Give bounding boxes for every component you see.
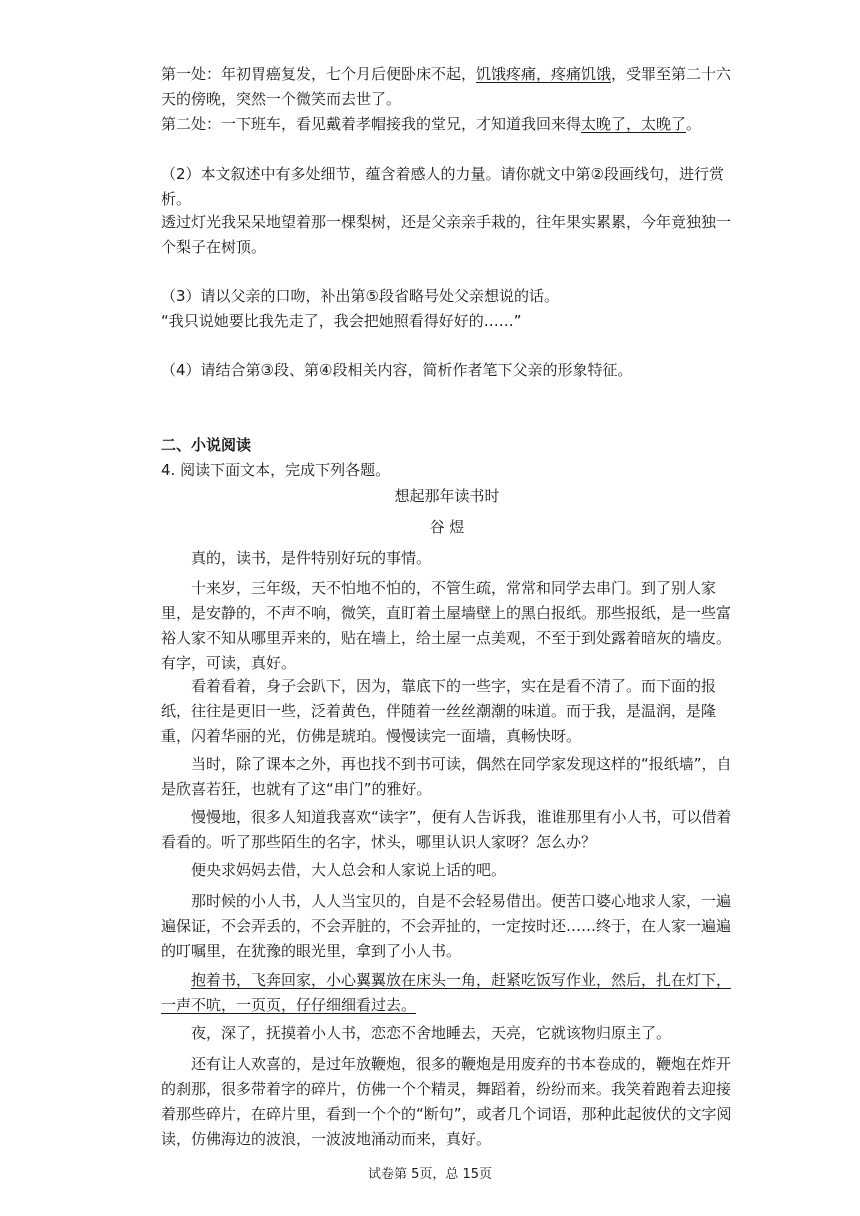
q4-question: （4）请结合第③段、第④段相关内容，简析作者笔下父亲的形象特征。 (161, 361, 633, 379)
q3-question: （3）请以父亲的口吻，补出第⑤段省略号处父亲想说的话。 (161, 287, 559, 305)
question-instruction: 4. 阅读下面文本，完成下列各题。 (161, 461, 391, 479)
q3-quote: “我只说她要比我先走了，我会把她照看得好好的……” (161, 312, 522, 330)
article-paragraph-1: 真的，读书，是件特别好玩的事情。 (191, 549, 432, 567)
q2-quote: 透过灯光我呆呆地望着那一棵梨树，还是父亲亲手栽的，往年果实累累，今年竟独独一个梨子在树顶。 (161, 213, 732, 256)
article-paragraph-4: 当时，除了课本之外，再也找不到书可读，偶然在同学家发现这样的“报纸墙”，自是欣喜若狂，也就有了这“串门”的雅好。 (161, 755, 732, 798)
article-paragraph-8-underlined: 抱着书，飞奔回家，小心翼翼放在床头一角，赶紧吃饭写作业，然后，扎在灯下，一声不吭，一页页，仔仔细细看过去。 (161, 971, 732, 1014)
q1-answer-2: 第二处：一下班车，看见戴着孝帽接我的堂兄，才知道我回来得太晚了，太晚了。 (161, 115, 702, 133)
q1-answer-1: 第一处：年初胃癌复发，七个月后便卧床不起，饥饿疼痛，疼痛饥饿，受罪至第二十六天的傍晚，突然一个微笑而去世了。 (161, 65, 732, 108)
page-footer: 试卷第 5页，总 15页 (367, 1167, 493, 1182)
article-paragraph-9: 夜，深了，抚摸着小人书，恋恋不舍地睡去，天亮，它就该物归原主了。 (191, 1024, 672, 1042)
section-heading: 二、小说阅读 (161, 436, 252, 454)
article-author: 谷 煜 (429, 518, 465, 536)
underlined-phrase: 太晚了，太晚了 (581, 115, 687, 133)
q2-question: （2）本文叙述中有多处细节，蕴含着感人的力量。请你就文中第②段画线句，进行赏析。 (161, 165, 724, 208)
underlined-phrase: 饥饿疼痛，疼痛饥饿 (476, 65, 612, 83)
article-paragraph-7: 那时候的小人书，人人当宝贝的，自是不会轻易借出。便苦口婆心地求人家，一遍遍保证，不会弄丢的，不会弄脏的，不会弄扯的，一定按时还……终于，在人家一遍遍的叮嘱里，在犹豫的眼光里，拿到了小人书。 (161, 892, 732, 960)
article-paragraph-5: 慢慢地，很多人知道我喜欢“读字”，便有人告诉我，谁谁那里有小人书，可以借着看看的。听了那些陌生的名字，怵头，哪里认识人家呀？怎么办？ (161, 808, 732, 851)
article-paragraph-3: 看着看着，身子会趴下，因为，靠底下的一些字，实在是看不清了。而下面的报纸，往往是更旧一些，泛着黄色，伴随着一丝丝潮潮的味道。而于我，是温润，是隆重，闪着华丽的光，仿佛是琥珀。慢慢读完一面墙，真畅快呀。 (161, 677, 717, 745)
article-title: 想起那年读书时 (394, 487, 500, 505)
article-paragraph-6: 便央求妈妈去借，大人总会和人家说上话的吧。 (191, 861, 507, 879)
article-paragraph-10: 还有让人欢喜的，是过年放鞭炮，很多的鞭炮是用废弃的书本卷成的，鞭炮在炸开的刹那，很多带着字的碎片，仿佛一个个精灵，舞蹈着，纷纷而来。我笑着跑着去迎接着那些碎片，在碎片里，看到一个个的“断句”，或者几个词语，那种此起彼伏的文字阅读，仿佛海边的波浪，一波波地涌动而来，真好。 (161, 1055, 732, 1148)
article-paragraph-2: 十来岁，三年级，天不怕地不怕的，不管生疏，常常和同学去串门。到了别人家里，是安静的，不声不响，微笑，直盯着土屋墙壁上的黑白报纸。那些报纸，是一些富裕人家不知从哪里弄来的，贴在墙上，给土屋一点美观，不至于到处露着暗灰的墙皮。有字，可读，真好。 (161, 579, 732, 672)
